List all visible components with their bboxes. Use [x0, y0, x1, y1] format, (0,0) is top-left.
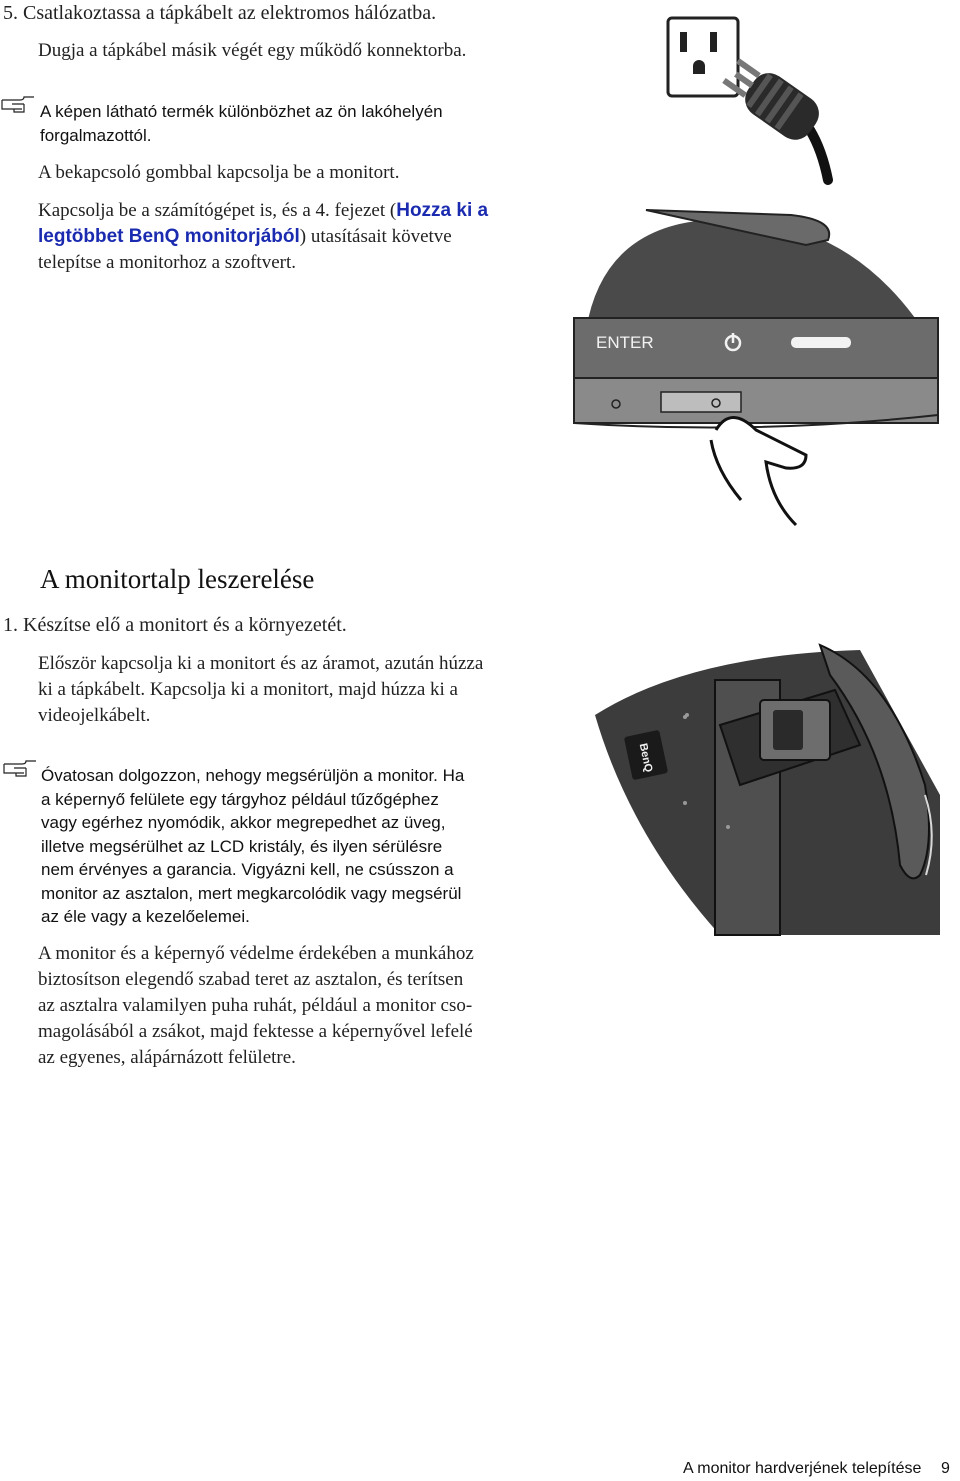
unplug-instruction — [38, 651, 483, 729]
caution-line: a képernyő felülete egy tárgyhoz például tűzőgéphez — [41, 789, 439, 809]
plug-instruction: Dugja a tápkábel másik végét egy működő konnektorba. — [38, 40, 467, 61]
software-instruction — [38, 198, 488, 276]
chapter-link[interactable]: Hozza ki a — [396, 200, 489, 221]
product-note-line: A képen látható termék különbözhet az ön lakóhelyén — [40, 102, 443, 121]
power-on-instruction: A bekapcsoló gombbal kapcsolja be a monitort. — [38, 162, 400, 183]
software-text: ) utasításait követve — [299, 226, 452, 247]
monitor-button-panel-illustration — [566, 200, 946, 530]
section-heading: A monitortalp leszerelése — [40, 564, 315, 594]
pointing-hand-icon — [2, 758, 38, 778]
caution-line: nem érvényes a garancia. Vigyázni kell, ne csússzon a — [41, 860, 454, 879]
workspace-line: biztosítson elegendő szabad teret az asztalon, és terítsen — [38, 969, 464, 990]
monitor-stand-illustration — [590, 635, 940, 940]
product-note-line: forgalmazottól. — [40, 125, 152, 145]
software-text: telepítse a monitorhoz a szoftvert. — [38, 252, 296, 273]
workspace-line: A monitor és a képernyő védelme érdekében a munkához — [38, 943, 474, 964]
workspace-line: az asztalra valamilyen puha ruhát, például a monitor cso- — [38, 995, 473, 1016]
footer-title: A monitor hardverjének telepítése — [683, 1460, 922, 1477]
caution-line: az éle vagy a kezelőelemei. — [41, 907, 250, 926]
benq-logo: BenQ — [636, 742, 655, 774]
chapter-link[interactable]: legtöbbet BenQ monitorjából — [38, 226, 300, 247]
front-button — [661, 392, 741, 412]
caution-line: monitor az asztalon, mert megkarcolódik vagy megsérül — [41, 883, 462, 903]
workspace-line: magolásából a zsákot, majd fektesse a képernyővel lefelé — [38, 1021, 473, 1042]
caution-line: vagy egérhez nyomódik, akkor megrepedhet az üveg, — [41, 813, 446, 832]
power-led — [791, 337, 851, 348]
unplug-line: ki a tápkábelt. Kapcsolja ki a monitort, majd húzza ki a — [38, 679, 458, 700]
caution-note — [41, 764, 464, 929]
workspace-instruction — [38, 941, 474, 1071]
pointing-hand-icon — [0, 94, 36, 114]
step-1-title: 1. Készítse elő a monitort és a környezetét. — [3, 614, 347, 636]
power-outlet-illustration — [660, 10, 840, 185]
unplug-line: videojelkábelt. — [38, 705, 151, 726]
step-5-title: 5. Csatlakoztassa a tápkábelt az elektromos hálózatba. — [3, 2, 437, 24]
product-note — [40, 100, 443, 147]
enter-label: ENTER — [596, 333, 654, 352]
caution-line: Óvatosan dolgozzon, nehogy megsérüljön a monitor. Ha — [41, 766, 465, 785]
unplug-line: Először kapcsolja ki a monitort és az áramot, azután húzza — [38, 653, 484, 674]
software-text: Kapcsolja be a számítógépet is, és a 4. fejezet ( — [38, 200, 397, 221]
caution-line: illetve megsérülhet az LCD kristály, és ilyen sérülésre — [41, 836, 443, 856]
workspace-line: az egyenes, alápárnázott felületre. — [38, 1047, 296, 1068]
page-number: 9 — [941, 1460, 950, 1477]
